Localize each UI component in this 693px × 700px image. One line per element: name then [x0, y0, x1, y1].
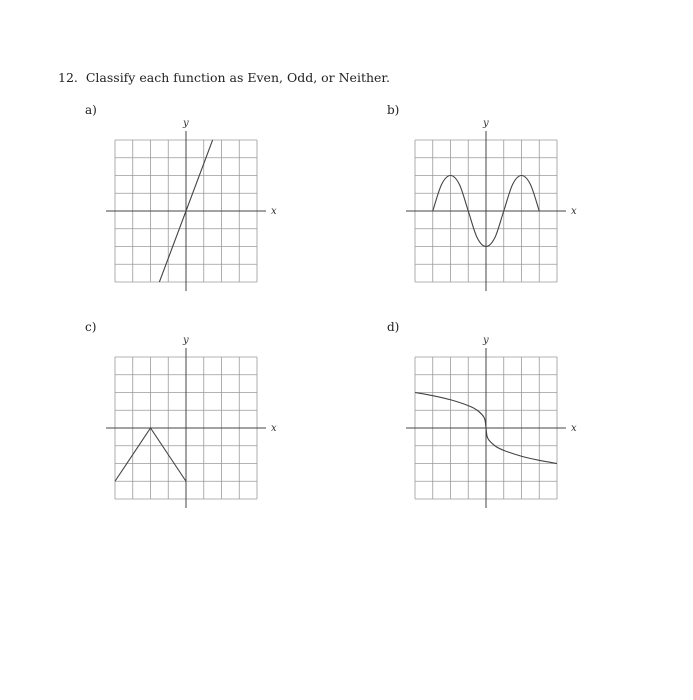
graph-c — [106, 335, 277, 507]
x-axis-label: x — [571, 206, 577, 217]
x-axis-label: x — [271, 206, 277, 217]
graph-a — [106, 118, 277, 290]
y-axis-label: y — [183, 335, 189, 346]
x-axis-label: x — [271, 423, 277, 434]
part-label-b: b) — [387, 103, 400, 117]
y-axis-label: y — [183, 118, 189, 129]
y-axis-label: y — [483, 335, 489, 346]
part-label-c: c) — [85, 320, 97, 334]
graph-b — [406, 118, 577, 290]
question-prompt: Classify each function as Even, Odd, or Neither. — [85, 70, 390, 85]
y-axis-label: y — [483, 118, 489, 129]
part-label-d: d) — [387, 320, 400, 334]
question-text — [58, 70, 390, 85]
x-axis-label: x — [571, 423, 577, 434]
part-label-a: a) — [85, 103, 97, 117]
graph-d — [406, 335, 577, 507]
question-number: 12. — [58, 70, 78, 85]
